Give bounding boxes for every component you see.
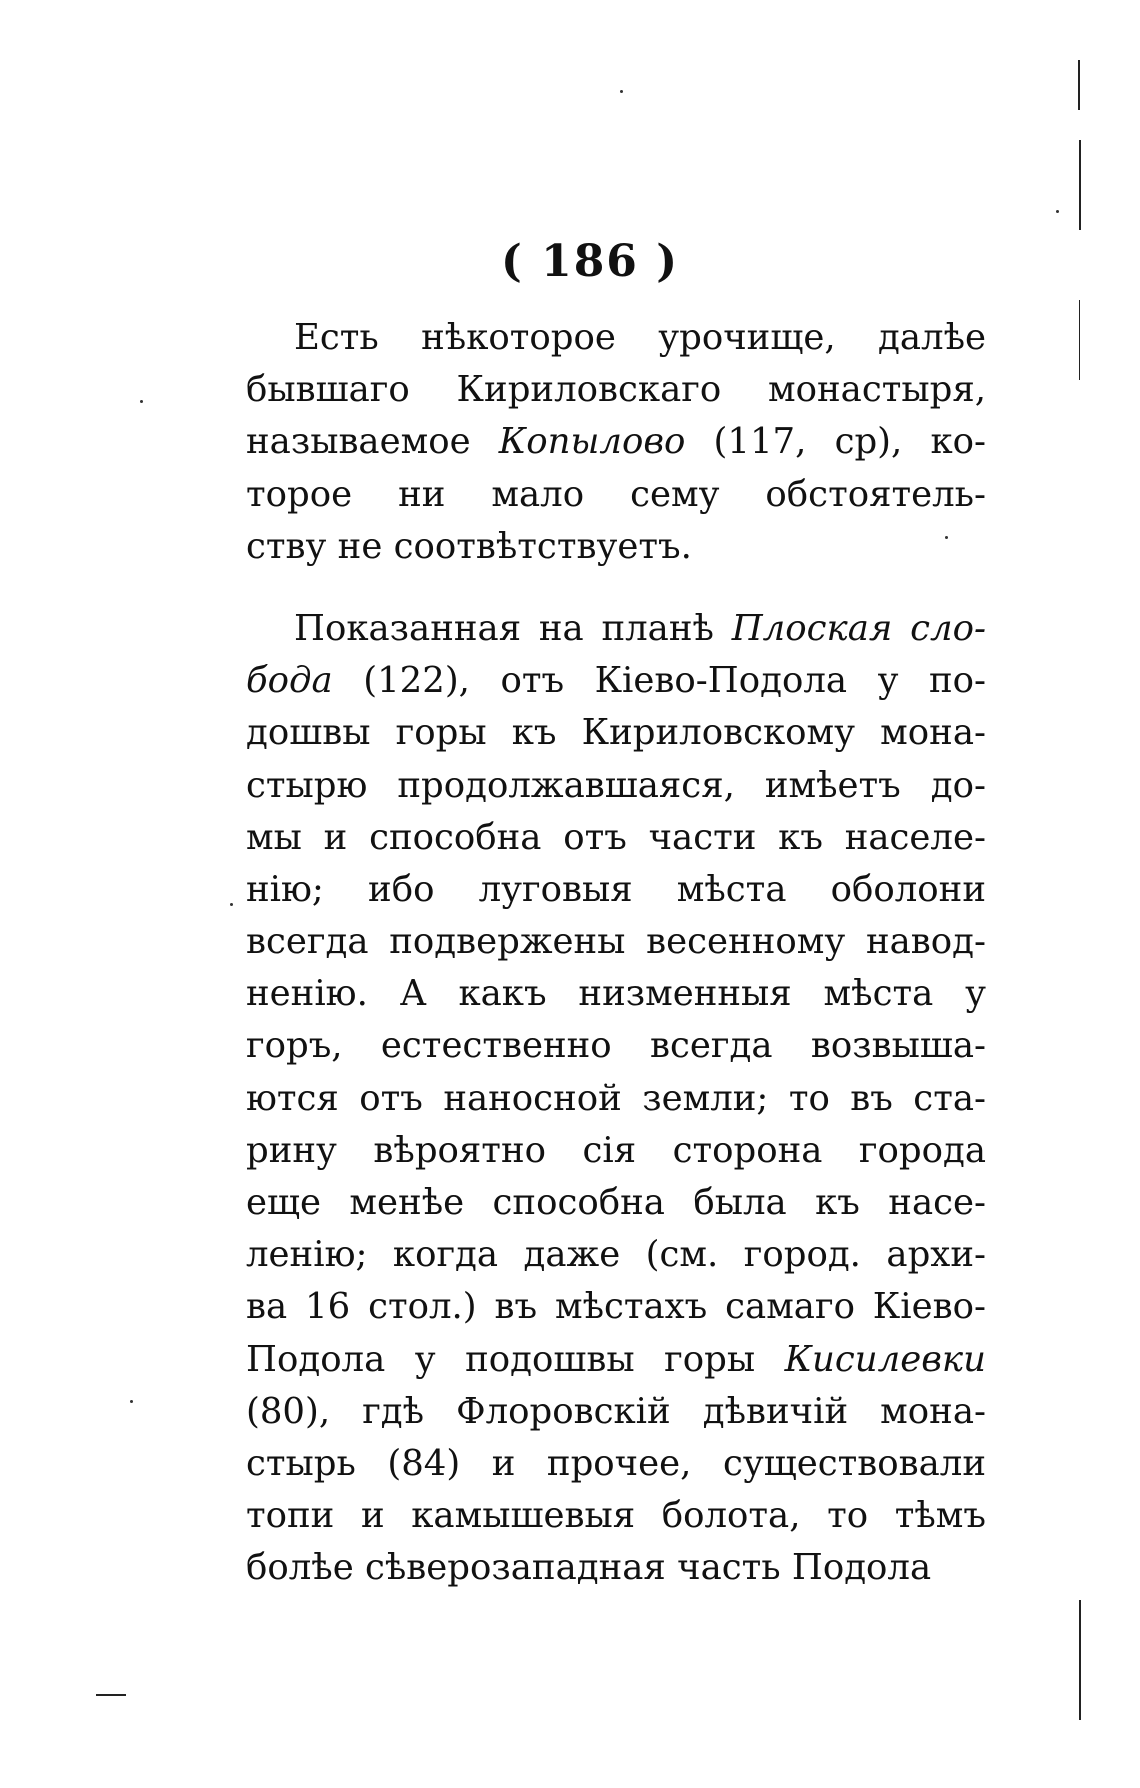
text-segment: всегда подвержены весенному навод- xyxy=(246,921,986,963)
italic-place-name: Копылово xyxy=(498,421,686,463)
italic-place-name: Плоская сло- xyxy=(731,607,986,649)
text-line xyxy=(246,1281,986,1333)
scan-edge-line xyxy=(96,1694,126,1696)
text-line xyxy=(246,760,986,812)
text-segment: топи и камышевыя болота, то тѣмъ xyxy=(246,1495,986,1537)
text-segment: бывшаго Кириловскаго монастыря, xyxy=(246,369,986,411)
text-line xyxy=(246,968,986,1020)
scan-edge-line xyxy=(1079,140,1081,230)
scan-edge-line xyxy=(1079,1600,1081,1720)
text-line xyxy=(246,1490,986,1542)
italic-place-name: бода xyxy=(246,660,333,702)
text-line xyxy=(246,416,986,468)
text-line xyxy=(246,707,986,759)
scan-speck xyxy=(140,400,143,403)
text-segment: стырь (84) и прочее, существовали xyxy=(246,1442,986,1484)
scan-speck xyxy=(230,903,233,906)
text-line xyxy=(246,603,986,655)
text-segment: ются отъ наносной земли; то въ ста- xyxy=(246,1077,986,1119)
text-line xyxy=(246,1073,986,1125)
text-line xyxy=(246,312,986,364)
text-segment: дошвы горы къ Кириловскому мона- xyxy=(246,712,986,754)
text-segment: Показанная на планѣ xyxy=(294,607,732,649)
text-line xyxy=(246,1542,986,1594)
text-line xyxy=(246,916,986,968)
text-segment: ненію. А какъ низменныя мѣста у xyxy=(246,973,986,1015)
text-segment: Есть нѣкоторое урочище, далѣе xyxy=(294,317,986,358)
paragraph-gap xyxy=(246,573,986,603)
text-segment: ва 16 стол.) въ мѣстахъ самаго Кіево- xyxy=(246,1286,986,1328)
text-line xyxy=(246,812,986,864)
text-segment: нію; ибо луговыя мѣста оболони xyxy=(246,868,986,910)
text-line xyxy=(246,1438,986,1490)
text-segment: мы и способна отъ части къ населе- xyxy=(246,816,986,858)
text-segment: называемое xyxy=(246,421,499,463)
text-segment: (80), гдѣ Флоровскій дѣвичій мона- xyxy=(246,1390,986,1432)
text-segment: ству не соотвѣтствуетъ. xyxy=(246,525,692,567)
text-segment: ленію; когда даже (см. город. архи- xyxy=(246,1234,986,1276)
text-line xyxy=(246,864,986,916)
text-segment: торое ни мало сему обстоятель- xyxy=(246,473,986,515)
text-line xyxy=(246,1229,986,1281)
text-segment: горъ, естественно всегда возвыша- xyxy=(246,1025,986,1067)
text-line xyxy=(246,655,986,707)
text-line xyxy=(246,364,986,416)
text-line xyxy=(246,1386,986,1438)
text-line xyxy=(246,469,986,521)
text-segment: стырю продолжавшаяся, имѣетъ до- xyxy=(246,764,986,806)
text-line xyxy=(246,1334,986,1386)
scan-speck xyxy=(1056,210,1059,213)
body-text xyxy=(246,312,986,1595)
italic-place-name: Кисилевки xyxy=(784,1338,986,1380)
text-segment: еще менѣе способна была къ насе- xyxy=(246,1182,986,1223)
scan-speck xyxy=(945,536,948,539)
text-segment: Подола у подошвы горы xyxy=(246,1338,785,1380)
text-line xyxy=(246,1020,986,1072)
text-line xyxy=(246,1125,986,1177)
text-segment: (117, ср), ко- xyxy=(685,421,986,463)
scan-edge-line xyxy=(1078,60,1080,110)
text-segment: (122), отъ Кіево-Подола у по- xyxy=(332,660,986,702)
scan-edge-line xyxy=(1079,300,1080,380)
text-line xyxy=(246,521,986,573)
text-segment: рину вѣроятно сія сторона города xyxy=(246,1129,986,1171)
scan-speck xyxy=(620,90,623,93)
text-line xyxy=(246,1177,986,1229)
scan-speck xyxy=(130,1400,133,1403)
page-number: ( 186 ) xyxy=(500,236,680,287)
text-segment: болѣе сѣверозападная часть Подола xyxy=(246,1547,932,1589)
